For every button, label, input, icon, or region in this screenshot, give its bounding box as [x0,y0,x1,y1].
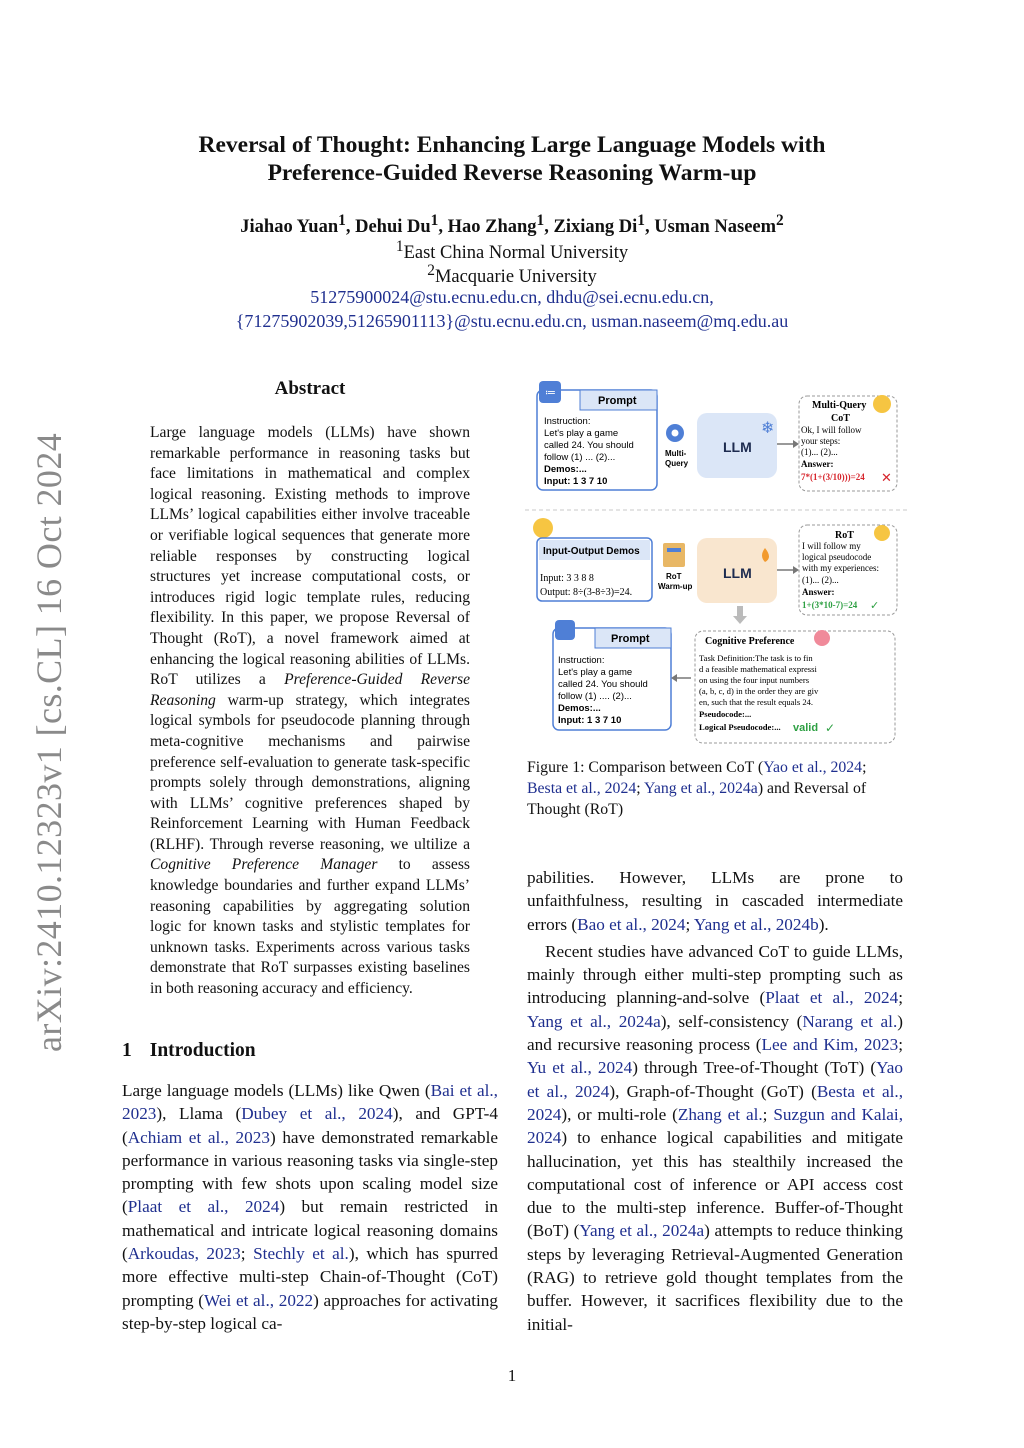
author: Hao Zhang$^1$ [447,212,545,238]
intro-left-column: Large language models (LLMs) like Qwen (Bai et al., 2023), Llama (Dubey et al., 2024), and GPT-4 (Achiam et al., 2023) have demonstrated remarkable performance in various reasoning tasks via single-step prompting with few shots upon scaling model size (Plaat et al., 2024) but remain restricted in mathematical and intricate logical reasoning domains (Arkoudas, 2023; Stechly et al.), which has spurred more effective multi-step Chain-of-Thought (CoT) prompting (Wei et al., 2022) approaches for activating step-by-step logical ca- [122,1081,498,1333]
rot-line: Answer: [802,587,835,597]
page-number: 1 [507,1366,517,1385]
clipboard-icon [555,620,575,640]
citation-link[interactable]: Besta et al., 2024 [527,1081,903,1124]
citation-link[interactable]: Wei et al., 2022 [204,1290,314,1310]
prompt-line: Instruction: [544,416,591,427]
citation-link[interactable]: Yu et al., 2024 [527,1058,633,1078]
llm-label: LLM [723,439,752,455]
building-icon [663,543,685,567]
cp-line: d a feasible mathematical expressi [699,664,817,674]
citation-link[interactable]: Yao et al., 2024 [763,759,863,776]
rot-line: I will follow my [802,541,861,551]
demos-output: Output: 8÷(3-8÷3)=24. [540,587,633,598]
author: Usman Naseem$^2$ [654,212,784,238]
section-heading: 1 Introduction [122,1040,256,1061]
multi-query-label: Query [665,459,689,468]
cot-answer-wrong: 7*(1+(3/10)))=24 [801,472,865,482]
citation-link[interactable]: Yang et al., 2024a [579,1221,705,1241]
demos-title: Input-Output Demos [543,546,640,557]
cot-line: your steps: [801,436,841,446]
cp-line: (a, b, c, d) in the order they are giv [699,686,819,696]
citation-link[interactable]: Bai et al., 2023 [122,1081,498,1124]
author-list: Jiahao Yuan$^1$, Dehui Du$^1$, Hao Zhang$^1$, Zixiang Di$^1$, Usman Naseem$^2$ [240,212,784,238]
kiss-face-icon [814,630,830,646]
multi-query-label: Multi- [665,449,687,458]
list-icon: ≔ [545,387,556,399]
prompt-title: Prompt [611,633,650,645]
citation-link[interactable]: Besta et al., 2024 [527,780,637,797]
affiliation: $^2$Macquarie University [427,262,597,288]
abstract-body: Large language models (LLMs) have shown remarkable performance in reasoning tasks but face limitations in mathematical and complex logical reasoning. Existing methods to improve LLMs’ logical capabilities either involve traceable or verifiable logical sequences that generate more reliable responses by constructing logical structures yet increase computational costs, or introduces rigid logic template rules, reducing flexibility. In this paper, we propose Reversal of Thought (RoT), a novel framework aimed at enhancing the logical reasoning abilities of LLMs. RoT utilizes a Preference-Guided Reverse Reasoning warm-up strategy, which integrates logical symbols for pseudocode planning through meta-cognitive mechanisms and pairwise preference self-evaluation to generate task-specific prompts solely through demonstrations, aligning with LLMs’ cognitive preferences shaped by Reinforcement Learning with Human Feedback (RLHF). Through reverse reasoning, we ultilize a Cognitive Preference Manager to assess knowledge boundaries and further expand LLMs’ reasoning capabilities by aggregating solution logic for known tasks and stylistic templates for unknown tasks. Experiments across various tasks demonstrate that RoT surpasses existing baselines in both reasoning accuracy and efficiency. [150,424,470,998]
citation-link[interactable]: Yang et al., 2024a [527,1011,661,1031]
check-icon: ✓ [870,600,880,612]
rot-line: (1)... (2)... [802,575,839,585]
arxiv-stamp: arXiv:2410.12323v1 [cs.CL] 16 Oct 2024 [29,432,69,1052]
prompt-line: Let's play a game [558,667,633,678]
citation-link[interactable]: Yao et al., 2024 [527,1058,903,1101]
rot-line: logical pseudocode [802,552,872,562]
citation-link[interactable]: Bao et al., 2024 [577,914,686,934]
cot-line: (1)... (2)... [801,447,838,457]
citation-link[interactable]: Suzgun and Kalai, 2024 [527,1104,903,1148]
citation-link[interactable]: Dubey et al., 2024 [241,1104,393,1124]
rot-warmup-label: Warm-up [658,582,693,591]
rot-title: RoT [835,530,854,541]
snowflake-icon: ❄ [761,420,775,437]
cp-line: Task Definition:The task is to fin [699,653,813,663]
figure-1 [525,378,910,748]
email-line[interactable]: {71275902039,51265901113}@stu.ecnu.edu.cn, usman.naseem@mq.edu.au [235,311,789,331]
cross-icon: ✕ [881,470,892,485]
citation-link[interactable]: Zhang et al. [677,1104,763,1124]
citation-link[interactable]: Achiam et al., 2023 [127,1127,270,1147]
citation-link[interactable]: Arkoudas, 2023 [127,1244,241,1264]
smile-icon [874,525,890,541]
citation-link[interactable]: Yang et al., 2024b [693,914,819,934]
rot-answer-correct: 1+(3*10-7)=24 [802,600,858,610]
cp-title: Cognitive Preference [705,636,795,647]
prompt-line: Let's play a game [544,428,619,439]
citation-link[interactable]: Stechly et al. [253,1244,349,1264]
valid-label: valid [793,722,819,734]
citation-link[interactable]: Lee and Kim, 2023 [761,1035,899,1055]
email-line[interactable]: 51275900024@stu.ecnu.edu.cn, dhdu@sei.ecnu.edu.cn, [310,287,714,307]
prompt-line: called 24. You should [544,440,634,451]
figure-caption: Figure 1: Comparison between CoT (Yao et al., 2024; Besta et al., 2024; Yang et al., 2024a) and Reversal of Thought (RoT) [527,759,867,818]
prompt-line: follow (1) .... (2)... [558,691,632,702]
cot-title: CoT [831,413,850,424]
title-line-1: Reversal of Thought: Enhancing Large Language Models with [198,132,826,158]
cp-line: on using the four input numbers [699,675,810,685]
citation-link[interactable]: Narang et al. [802,1011,898,1031]
prompt-line: Demos:... [544,464,587,475]
lightbulb-icon [533,518,553,538]
prompt-line: Instruction: [558,655,605,666]
paper-title [120,131,904,187]
intro-right-column: pabilities. However, LLMs are prone to unfaithfulness, resulting in cascaded intermediate errors (Bao et al., 2024; Yang et al., 2024b). Recent studies have advanced CoT to guide LLMs, mainly through either multi-step prompting such as introducing planning-and-solve (Plaat et al., 2024; Yang et al., 2024a), self-consistency (Narang et al.) and recursive reasoning process (Lee and Kim, 2023; Yu et al., 2024) through Tree-of-Thought (ToT) (Yao et al., 2024), Graph-of-Thought (GoT) (Besta et al., 2024), or multi-role (Zhang et al.; Suzgun and Kalai, 2024) to enhance logical capabilities and mitigate hallucination, yet this has stealthily increased the computational cost of inference or API access cost due to the multi-step inference. Buffer-of-Thought (BoT) (Yang et al., 2024a) attempts to reduce thinking steps by leveraging Retrieval-Augmented Generation (RAG) to retrieve gold thought templates from the buffer. However, it sacrifices flexibility due to the initial- [527,868,904,1334]
cp-line: Pseudocode:... [699,709,752,719]
prompt-line: Input: 1 3 7 10 [544,476,608,487]
cot-title: Multi-Query [812,400,867,411]
prompt-line: Demos:... [558,703,601,714]
citation-link[interactable]: Plaat et al., 2024 [765,988,899,1008]
prompt-title: Prompt [598,395,637,407]
prompt-line: Input: 1 3 7 10 [558,715,622,726]
author: Jiahao Yuan$^1$ [240,212,346,238]
prompt-line: follow (1) ... (2)... [544,452,616,463]
affiliation: $^1$East China Normal University [395,238,629,264]
rot-warmup-label: RoT [666,572,682,581]
author: Dehui Du$^1$ [355,212,439,238]
prompt-line: called 24. You should [558,679,648,690]
demos-input: Input: 3 3 8 8 [540,573,594,584]
rot-line: with my experiences: [802,563,879,573]
cot-line: Ok, I will follow [801,425,862,435]
title-line-2: Preference-Guided Reverse Reasoning Warm-up [267,160,757,186]
cp-line: en, such that the result equals 24. [699,697,814,707]
check-icon: ✓ [825,721,836,735]
citation-link[interactable]: Plaat et al., 2024 [127,1197,280,1217]
cot-line: Answer: [801,459,834,469]
author: Zixiang Di$^1$ [553,212,645,238]
citation-link[interactable]: Yang et al., 2024a [644,780,758,797]
thinking-face-icon [873,395,891,413]
llm-label: LLM [723,565,752,581]
cp-line: Logical Pseudocode:... [699,722,781,732]
abstract-heading: Abstract [274,378,346,399]
